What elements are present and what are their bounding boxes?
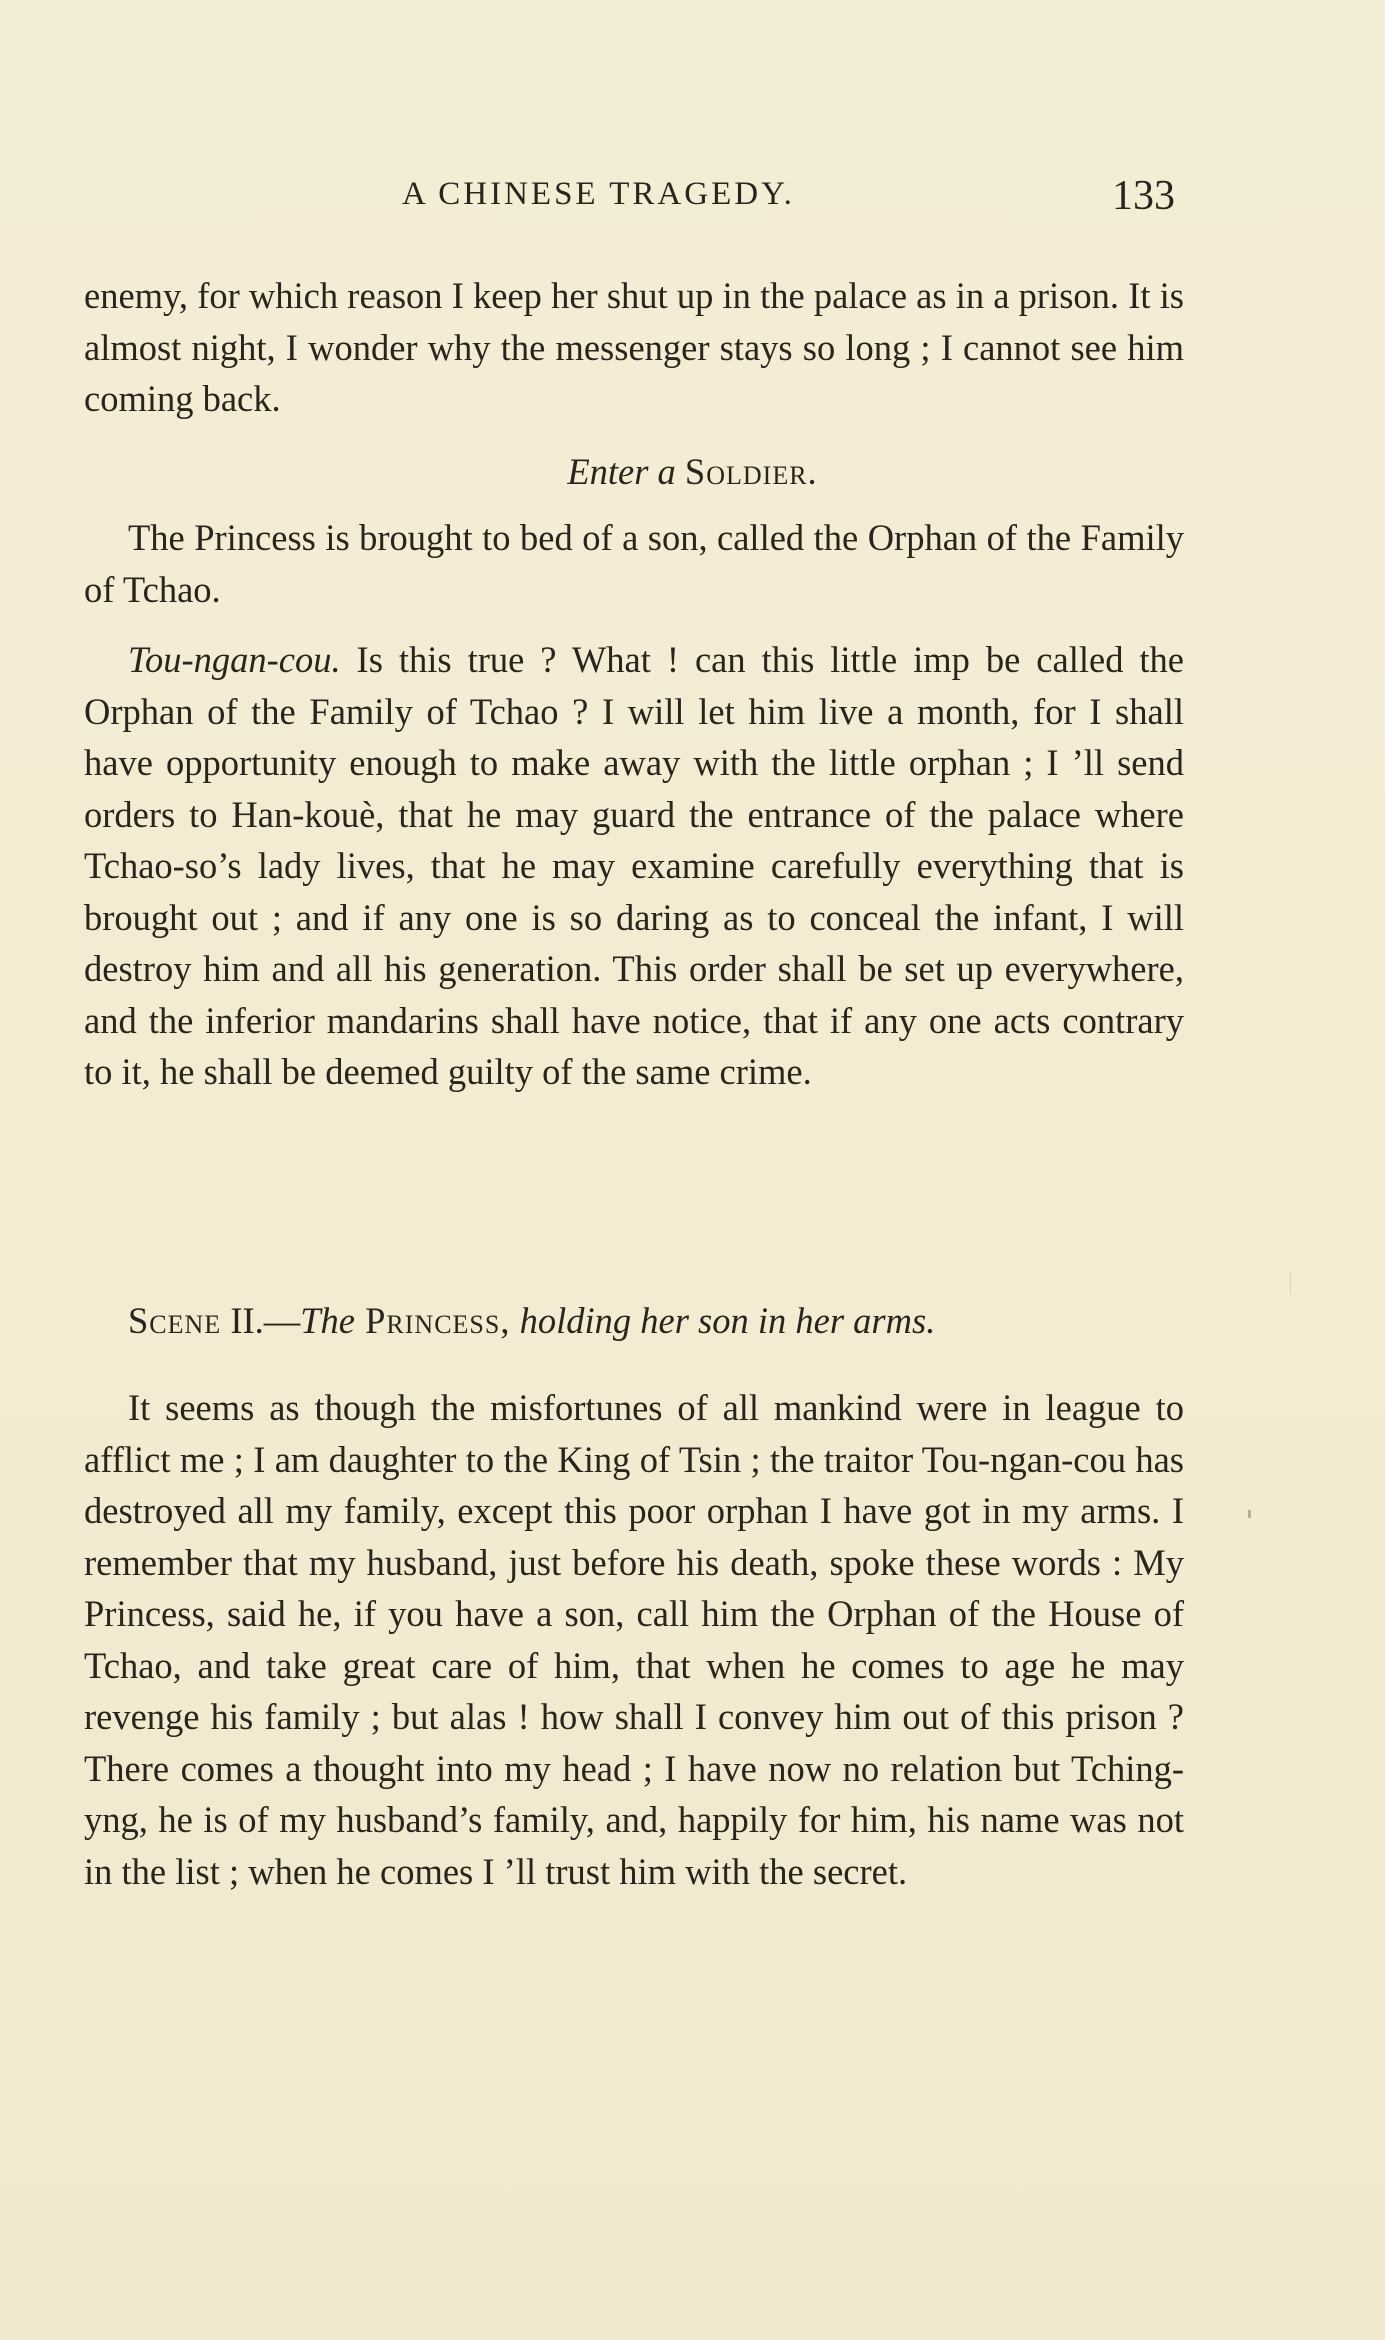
scene-label: Scene xyxy=(128,1300,222,1341)
stage-direction xyxy=(0,446,1385,498)
paper-speck xyxy=(1290,1272,1291,1294)
paragraph-3-text: Is this true ? What ! can this little imp be called the Orphan of the Family of Tchao ? I will let him live a month, for I shall have opportunity enough to make away with the little orphan ; I ’ll send orders to Han-kouè, that he may guard the entrance of the palace where Tchao-so’s lady lives, that he may examine carefully everything that is brought out ; and if any one is so daring as to conceal the infant, I will destroy him and all his generation. This order shall be set up everywhere, and the inferior mandarins shall have notice, that if any one acts contrary to it, he shall be deemed guilty of the same crime. xyxy=(84,639,1184,1092)
paragraph-1-text: enemy, for which reason I keep her shut up in the palace as in a prison. It is almost night, I wonder why the messenger stays so long ; I cannot see him coming back. xyxy=(84,275,1184,419)
scene-heading xyxy=(128,1295,935,1347)
running-title: A CHINESE TRAGEDY. xyxy=(402,176,795,212)
paragraph-2-text: The Princess is brought to bed of a son, called the Orphan of the Family of Tchao. xyxy=(84,517,1184,610)
paragraph-4-text: It seems as though the misfortunes of all mankind were in league to afflict me ; I am daughter to the King of Tsin ; the traitor Tou-ngan-cou has destroyed all my family, except this poor orphan I have got in my arms. I remember that my husband, just before his death, spoke these words : My Princess, said he, if you have a son, call him the Orphan of the House of Tchao, and take great care of him, that when he comes to age he may revenge his family ; but alas ! how shall I convey him out of this prison ? There comes a thought into my head ; I have now no relation but Tching-yng, he is of my husband’s family, and, happily for him, his name was not in the list ; when he comes I ’ll trust him with the secret. xyxy=(84,1387,1184,1892)
stage-direction-article: a xyxy=(648,451,685,492)
paper-speck xyxy=(1248,1510,1251,1518)
paragraph-soldier xyxy=(84,512,1184,615)
stage-direction-enter: Enter xyxy=(567,451,649,492)
page-number: 133 xyxy=(1112,173,1175,219)
paragraph-continuation xyxy=(84,270,1184,425)
scene-direction: holding her son in her arms. xyxy=(510,1300,936,1341)
speaker-name: Tou-ngan-cou. xyxy=(128,639,341,680)
paragraph-3 xyxy=(84,634,1184,1098)
scene-princess: Princess, xyxy=(355,1300,511,1341)
paragraph-princess xyxy=(84,1382,1184,1897)
scene-number: II.— xyxy=(221,1300,301,1341)
paragraph-tou-ngan-cou xyxy=(84,634,1184,1098)
scene-the: The xyxy=(300,1300,355,1341)
stage-direction-role: Soldier. xyxy=(684,451,818,492)
running-head xyxy=(0,172,1385,220)
